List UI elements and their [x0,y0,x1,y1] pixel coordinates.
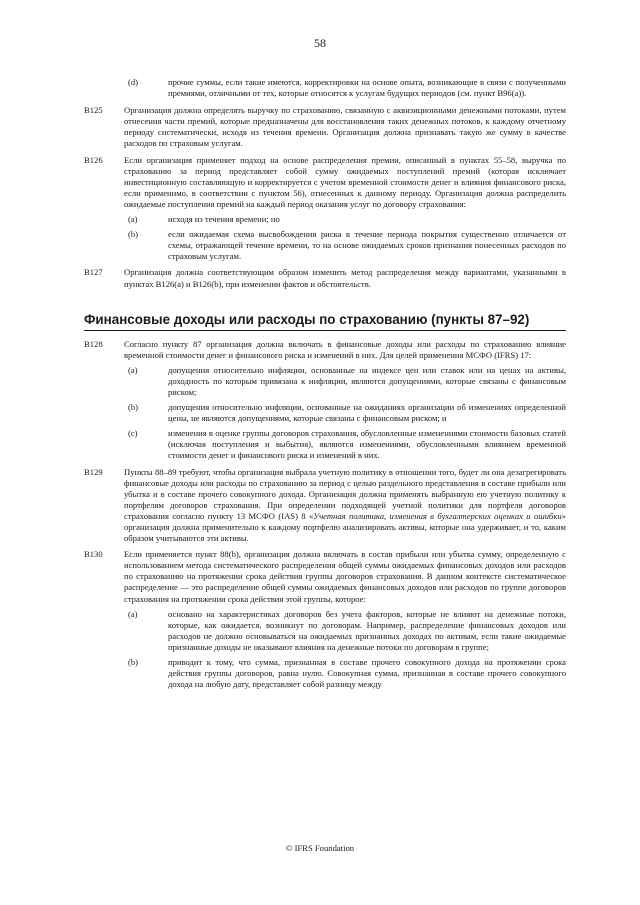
paragraph-b126 [84,155,566,263]
paragraph-b129 [84,467,566,545]
list-item-text: если ожидаемая схема высвобождения риска в течение периода покрытия существенно отличается от схемы, отражающей течение времени, то на основе ожидаемых сроков признания понесенных расходов по страховым услугам. [168,229,566,262]
paragraph-id: B126 [84,154,103,165]
paragraph-id: B128 [84,338,103,349]
list-item-text: изменения в оценке группы договоров страхования, обусловленные изменениями стоимости базовых статей (исключая поступления и выбытия), являются изменениями, обусловленными влиянием временной стоимости денег и финансового риска и изменений в них. [168,428,566,461]
list-item-text: допущения относительно инфляции, основанные на ожиданиях организации об изменениях определенной цены, не являются допущениями, которые связаны с финансовым риском; и [168,402,566,424]
list-item-text: прочие суммы, если такие имеются, корректировки на основе опыта, возникающие в связи с полученными премиями, отличными от тех, которые относятся к услугам будущих периодов (см. пункт B96(a)). [168,77,566,99]
list-item-id: (b) [128,657,139,668]
list-item-id: (b) [128,402,139,413]
standard-title: Учетная политика, изменения в бухгалтерских оценках и ошибки [313,510,562,521]
paragraph-text: Согласно пункту 87 организация должна включать в финансовые доходы или расходы по страхованию влияние временной стоимости денег и финансового риска и изменений в них. Для целей применения МСФО (IFRS) 17: [124,338,566,360]
list-item [124,214,566,225]
paragraph-text [124,467,566,545]
paragraph-text: Организация должна определять выручку по страхованию, связанную с аквизиционными денежными потоками, путем отнесения части премий, которые предназначены для восстановления таких денежных потоков, к каждому отчетному периоду систематически, исходя из течения времени. Организация должна признавать такую же сумму в качестве расходов по страховым услугам. [124,105,566,149]
list-item [124,229,566,262]
page-content [84,77,566,695]
paragraph-items [124,609,566,691]
paragraph-text: Если организация применяет подход на основе распределения премии, описанный в пунктах 55–58, выручка по страхованию за период представляет собой сумму ожидаемых поступлений премий (которая исключает инвестиционную составляющую и корректируется с учетом временной стоимости денег и влияния финансового риска, если применимо, в соответствии с пунктом 56), отнесенных к данному периоду. Организация должна распределить ожидаемые поступления премий на каждый период оказания услуг по договору страхования: [124,154,566,209]
continued-list-item [84,77,566,99]
list-item-id: (a) [128,214,138,225]
paragraph-id: B125 [84,105,103,116]
paragraphs-before-heading [84,105,566,289]
paragraph-b128 [84,339,566,462]
paragraph-text: Организация должна соответствующим образом изменить метод распределения между вариантами, указанными в пунктах B126(a) и B126(b), при изменении фактов и обстоятельств. [124,267,566,289]
section-heading: Финансовые доходы или расходы по страхованию (пункты 87–92) [84,312,566,331]
list-item [124,609,566,653]
list-item-id: (d) [128,77,139,87]
paragraph-b130 [84,549,566,690]
list-item [124,657,566,690]
paragraph-id: B130 [84,549,103,560]
list-item-text: приводит к тому, что сумма, признанная в составе прочего совокупного дохода на протяжении срока действия группы договоров, равна нулю. Совокупная сумма, признанная в составе прочего совокупного дохода на любую дату, представляет собой разницу между [168,657,566,690]
paragraph-id: B127 [84,267,103,278]
paragraph-id: B129 [84,466,103,477]
list-item [124,365,566,398]
paragraph-b125 [84,105,566,149]
list-item-text: основано на характеристиках договоров без учета факторов, которые не влияют на денежные потоки, которые, как ожидается, возникнут по договорам. Например, распределение финансовых доходов или расходов не должно основываться на ожидаемых признанных доходах по активам, если такие ожидаемые признанные доходы не оказывают влияния на денежные потоки по договорам в группе; [168,608,566,652]
list-item-id: (a) [128,364,138,375]
list-item [124,402,566,424]
list-item [124,428,566,461]
text-part-2: » организация должна применительно к каждому портфелю анализировать активы, которые она удерживает, и то, каким образом учитываются эти активы. [124,510,566,544]
list-item-id: (a) [128,608,138,619]
paragraph-text: Если применяется пункт 88(b), организация должна включать в состав прибыли или убытка сумму, определенную с использованием метода систематического распределения общей суммы ожидаемых финансовых доходов или расходов по страхованию на протяжении срока действия группы договоров страхования. В данном контексте систематическое распределение — это распределение общей суммы ожидаемых финансовых доходов или расходов по группе договоров страхования на протяжении срока действия этой группы, которое: [124,549,566,604]
text-part-1: Пункты 88–89 требуют, чтобы организация выбрала учетную политику в отношении того, будет ли она дезагрегировать финансовые доходы или расходы по страхованию за период с целью раздельного представления в составе прибыли или убытка и в составе прочего совокупного дохода. Организация должна применять выбранную ею учетную политику к портфелям договоров страхования. При определении подходящей учетной политики для портфеля договоров страхования согласно пункту 13 МСФО (IAS) 8 « [124,466,566,521]
paragraph-items [124,365,566,462]
list-item-id: (c) [128,428,138,439]
list-item-id: (b) [128,229,139,240]
page-number: 58 [314,36,326,50]
footer-copyright: © IFRS Foundation [285,843,355,853]
list-item-text: исходя из течения времени; но [168,214,280,225]
paragraph-b127 [84,267,566,289]
list-item-text: допущения относительно инфляции, основанные на индексе цен или ставок или на ценах на активы, доходность по которым привязана к инфляции, являются допущениями, которые связаны с финансовым риском; [168,364,566,397]
